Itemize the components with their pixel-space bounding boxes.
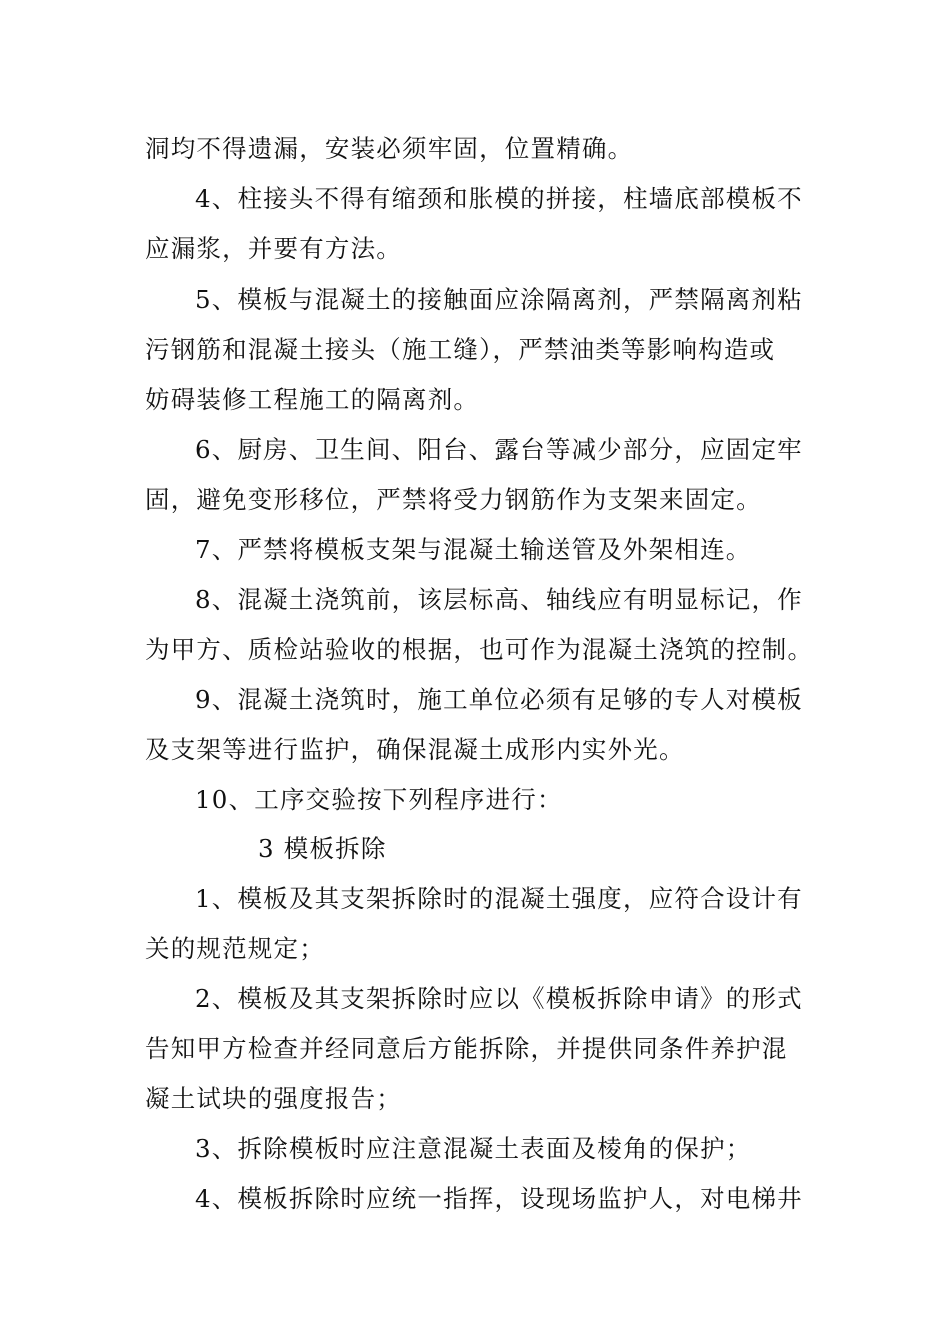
text-line: 洞均不得遗漏，安装必须牢固，位置精确。: [145, 134, 634, 163]
text-line: 污钢筋和混凝土接头（施工缝），严禁油类等影响构造或: [145, 335, 776, 364]
text-line: 9、混凝土浇筑时，施工单位必须有足够的专人对模板: [195, 685, 803, 714]
text-line: 及支架等进行监护，确保混凝土成形内实外光。: [145, 735, 685, 764]
text-line: 1、模板及其支架拆除时的混凝土强度，应符合设计有: [195, 884, 803, 913]
text-line: 凝土试块的强度报告；: [145, 1084, 402, 1113]
text-line: 为甲方、质检站验收的根据，也可作为混凝土浇筑的控制。: [145, 635, 814, 664]
text-line: 3、拆除模板时应注意混凝土表面及棱角的保护；: [195, 1134, 752, 1163]
text-line: 固，避免变形移位，严禁将受力钢筋作为支架来固定。: [145, 485, 762, 514]
text-line: 2、模板及其支架拆除时应以《模板拆除申请》的形式: [195, 984, 803, 1013]
text-line: 5、模板与混凝土的接触面应涂隔离剂，严禁隔离剂粘: [195, 285, 803, 314]
text-line: 6、厨房、卫生间、阳台、露台等减少部分，应固定牢: [195, 435, 803, 464]
text-line: 妨碍装修工程施工的隔离剂。: [145, 385, 480, 414]
text-line: 7、严禁将模板支架与混凝土输送管及外架相连。: [195, 535, 752, 564]
text-line: 4、模板拆除时应统一指挥，设现场监护人，对电梯井: [195, 1184, 803, 1213]
section-heading: 3 模板拆除: [258, 834, 387, 863]
text-line: 10、工序交验按下列程序进行：: [195, 785, 563, 814]
text-line: 关的规范规定；: [145, 934, 325, 963]
text-line: 8、混凝土浇筑前，该层标高、轴线应有明显标记，作: [195, 585, 803, 614]
text-line: 告知甲方检查并经同意后方能拆除，并提供同条件养护混: [145, 1034, 788, 1063]
text-line: 4、柱接头不得有缩颈和胀模的拼接，柱墙底部模板不: [195, 184, 803, 213]
text-line: 应漏浆，并要有方法。: [145, 234, 402, 263]
